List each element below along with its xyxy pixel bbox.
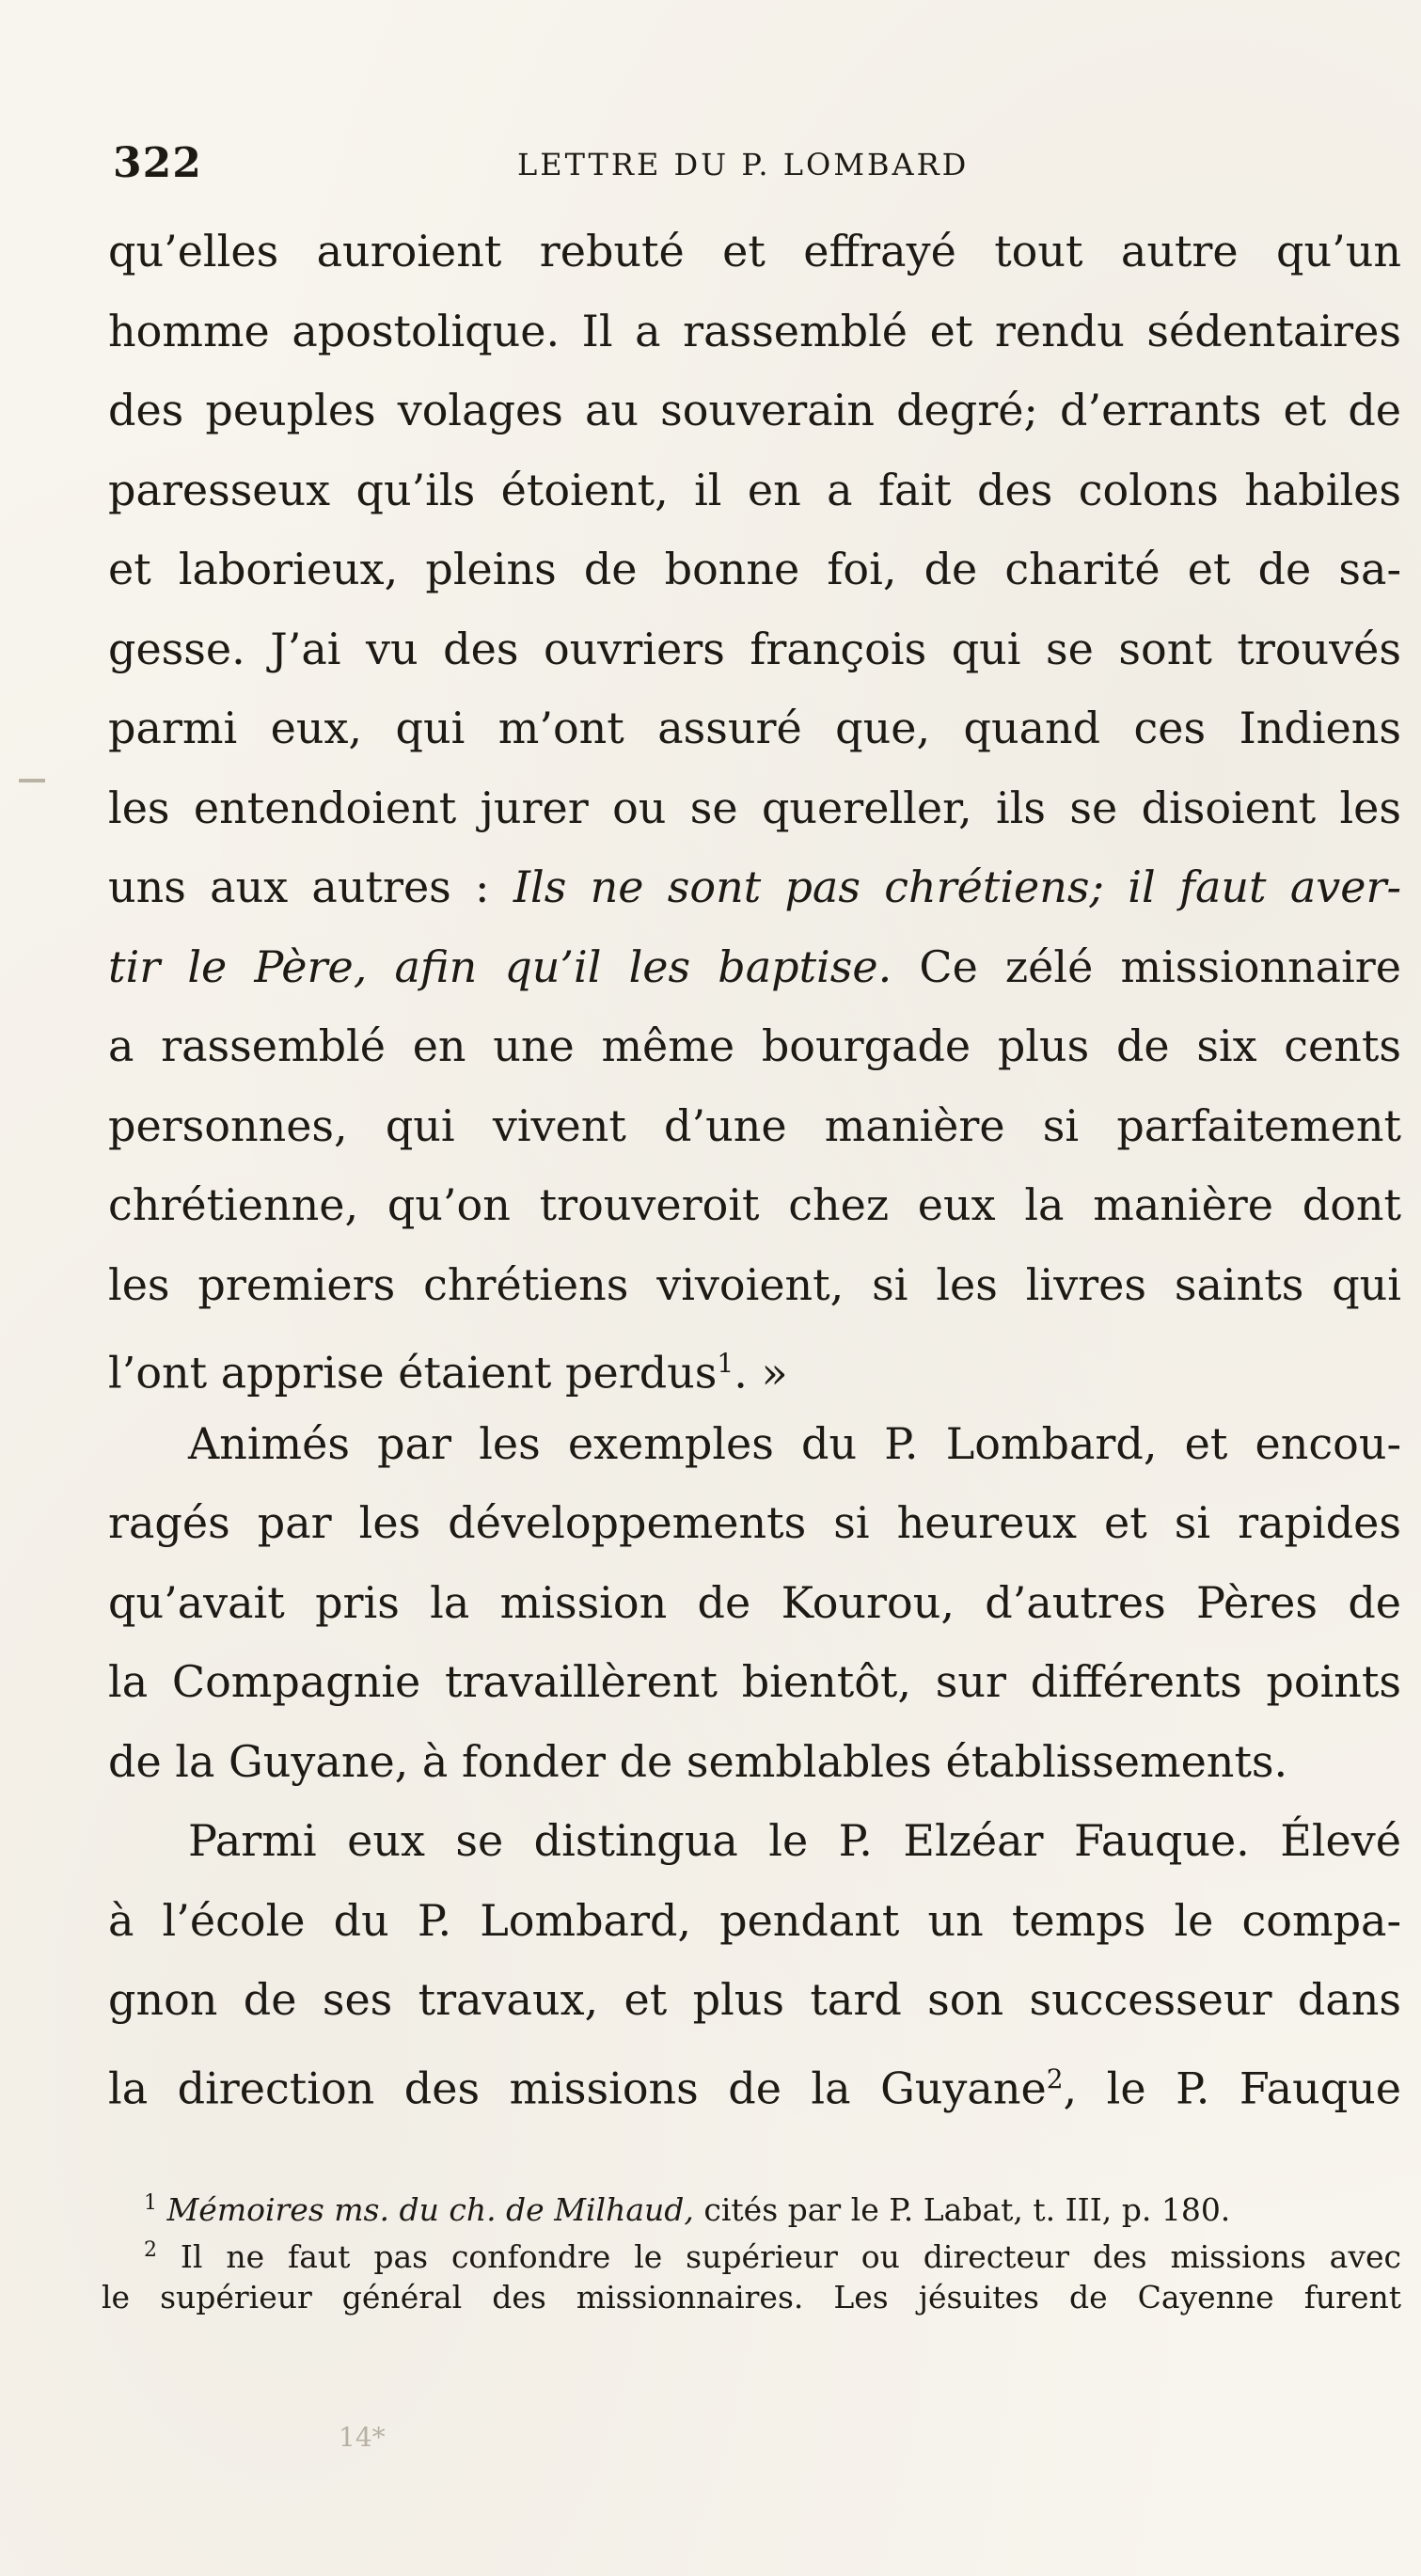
footnotes [102, 2180, 1401, 2321]
text-line: homme apostolique. Il a rassemblé et rendu sédentaires [108, 305, 1401, 356]
footnote-ref-1[interactable]: 1 [717, 1348, 734, 1379]
footnote-1 [102, 2180, 1401, 2227]
text-line: chrétienne, qu’on trouveroit chez eux la manière dont [108, 1179, 1401, 1230]
text-line-paragraph-end [108, 1324, 1401, 1404]
text-segment: Ce zélé missionnaire [892, 940, 1401, 992]
text-line-with-note [108, 2040, 1401, 2120]
page-header [113, 139, 1401, 196]
text-line-paragraph-start: Parmi eux se distingua le P. Elzéar Fauque. Élevé [188, 1815, 1401, 1866]
running-head: LETTRE DU P. LOMBARD [517, 147, 970, 182]
text-line: a rassemblé en une même bourgade plus de six cents [108, 1020, 1401, 1071]
text-line: ragés par les développements si heureux et si rapides [108, 1497, 1401, 1548]
footnote-2-continued: le supérieur général des missionnaires. Les jésuites de Cayenne furent [102, 2279, 1401, 2315]
text-line: personnes, qui vivent d’une manière si parfaitement [108, 1099, 1401, 1151]
footnote-mark: 1 [144, 2191, 157, 2215]
footnote-2 [102, 2227, 1401, 2274]
text-line: les entendoient jurer ou se quereller, ils se disoient les [108, 782, 1401, 833]
text-line: qu’elles auroient rebuté et effrayé tout autre qu’un [108, 226, 1401, 277]
text-line-with-italic [108, 927, 1401, 1007]
text-line: et laborieux, pleins de bonne foi, de charité et de sa- [108, 544, 1401, 594]
text-line: gesse. J’ai vu des ouvriers françois qui se sont trouvés [108, 623, 1401, 674]
text-segment: uns aux autres : [108, 861, 513, 912]
footnote-ref-2[interactable]: 2 [1046, 2062, 1064, 2094]
text-line-with-italic [108, 847, 1401, 927]
footnote-mark: 2 [144, 2238, 157, 2262]
text-segment: , le P. Fauque [1063, 2062, 1401, 2113]
text-segment: l’ont apprise étaient perdus [108, 1347, 718, 1399]
text-line-paragraph-start: Animés par les exemples du P. Lombard, et encou- [188, 1417, 1401, 1469]
italic-quote: Ils ne sont pas chrétiens; il faut aver- [513, 861, 1401, 912]
italic-quote: tir le Père, afin qu’il les baptise. [108, 940, 892, 992]
page-number: 322 [113, 139, 202, 187]
text-line: gnon de ses travaux, et plus tard son successeur dans [108, 1974, 1401, 2025]
text-segment: la direction des missions de la Guyane [108, 2062, 1047, 2113]
text-line: qu’avait pris la mission de Kourou, d’autres Pères de [108, 1576, 1401, 1628]
text-line: à l’école du P. Lombard, pendant un temps le compa- [108, 1894, 1401, 1946]
text-line: des peuples volages au souverain degré; d’errants et de [108, 385, 1401, 435]
text-line-paragraph-end: de la Guyane, à fonder de semblables établissements. [108, 1735, 1288, 1787]
text-segment: . » [734, 1347, 788, 1399]
bleed-through-mark: 14* [339, 2422, 386, 2453]
margin-dash [19, 779, 45, 782]
footnote-text: Il ne faut pas confondre le supérieur ou directeur des missions avec [180, 2238, 1401, 2275]
body-text [108, 212, 1401, 2119]
text-line: paresseux qu’ils étoient, il en a fait des colons habiles [108, 464, 1401, 515]
text-line: parmi eux, qui m’ont assuré que, quand ces Indiens [108, 703, 1401, 753]
text-line: les premiers chrétiens vivoient, si les livres saints qui [108, 1258, 1401, 1310]
footnote-italic: Mémoires ms. du ch. de Milhaud, [166, 2191, 694, 2228]
footnote-text: cités par le P. Labat, t. III, p. 180. [693, 2191, 1231, 2228]
text-line: la Compagnie travaillèrent bientôt, sur différents points [108, 1656, 1401, 1707]
